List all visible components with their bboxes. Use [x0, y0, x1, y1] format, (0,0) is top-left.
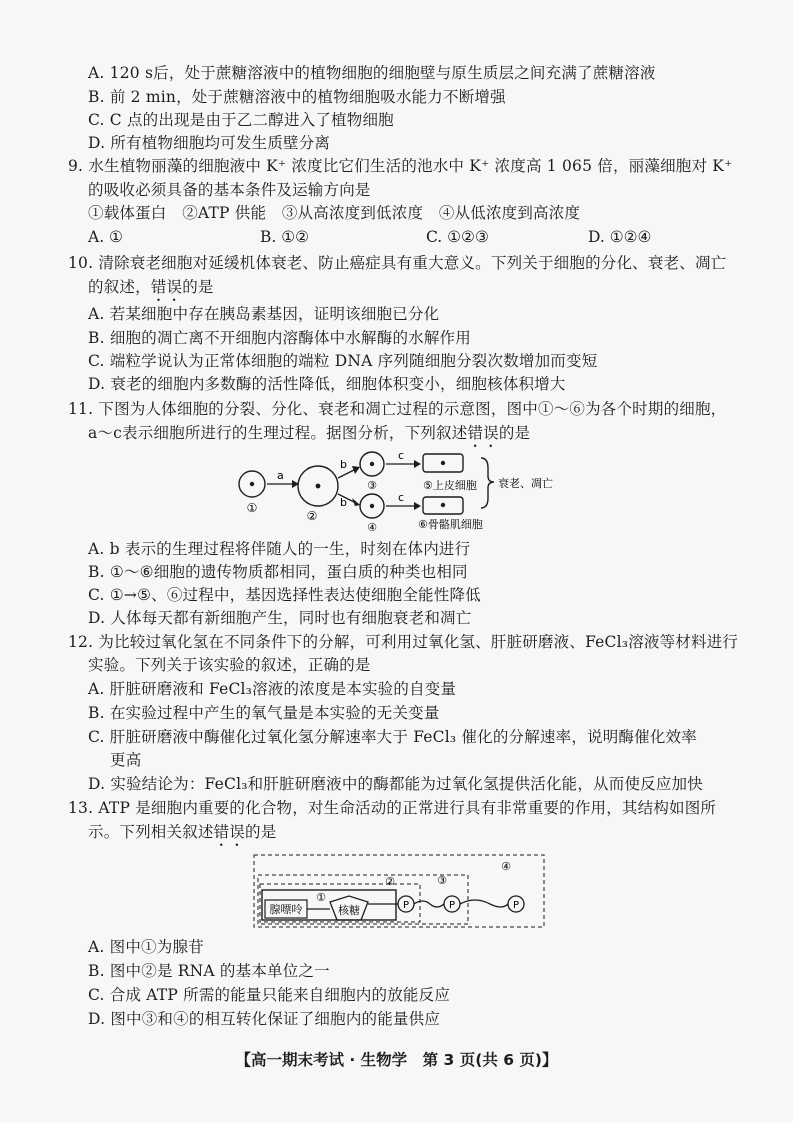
nucleus-5 [441, 461, 445, 465]
label-b-bottom: b [340, 496, 347, 509]
text-span: a～c表示细胞所进行的生理过程。据图分析，下列叙述 [88, 424, 468, 442]
q10-option-d: D. 衰老的细胞内多数酶的活性降低，细胞体积变小，细胞核体积增大 [88, 375, 566, 393]
q10-stem-line2 [88, 276, 214, 305]
q9-items: ①载体蛋白 ②ATP 供能 ③从高浓度到低浓度 ④从低浓度到高浓度 [88, 204, 581, 222]
region-label-2: ② [385, 875, 395, 888]
q10-emphasis: 错误 [150, 278, 183, 296]
nucleus-1 [250, 482, 254, 486]
text-span: 的是 [182, 278, 214, 296]
q11-option-a: A. b 表示的生理过程将伴随人的一生，时刻在体内进行 [88, 540, 471, 558]
label-c-top: c [398, 449, 405, 462]
q13-option-d: D. 图中③和④的相互转化保证了细胞内的能量供应 [88, 1010, 441, 1028]
nucleus-3 [370, 462, 374, 466]
q8-option-c: C. C 点的出现是由于乙二醇进入了植物细胞 [88, 111, 394, 129]
q12-option-a: A. 肝脏研磨液和 FeCl₃溶液的浓度是本实验的自变量 [88, 680, 457, 698]
text-span: 的是 [245, 823, 277, 841]
q13-stem-line2 [88, 821, 276, 850]
label-5: ⑤上皮细胞 [423, 479, 477, 492]
label-4: ④ [367, 521, 377, 533]
phosphate-2-label: P [448, 900, 456, 911]
q11-option-b: B. ①～⑥细胞的遗传物质都相同，蛋白质的种类也相同 [88, 563, 468, 581]
page-footer: 【高一期末考试 · 生物学 第 3 页(共 6 页)】 [235, 1051, 558, 1069]
q8-option-d: D. 所有植物细胞均可发生质壁分离 [88, 134, 331, 152]
atp-structure-diagram [250, 852, 550, 930]
region-label-1: ① [316, 891, 326, 904]
arrow-b-top [338, 470, 354, 478]
brace [481, 458, 494, 508]
q11-emphasis: 错误 [467, 424, 499, 442]
arrow-c-top-head [414, 460, 421, 468]
high-energy-bond-2 [460, 900, 508, 907]
q12-option-c-line1: C. 肝脏研磨液中酶催化过氧化氢分解速率大于 FeCl₃ 催化的分解速率，说明酶催化效率 [88, 728, 697, 746]
adenine-label: 腺嘌呤 [269, 903, 303, 916]
q13-emphasis: 错误 [213, 823, 246, 841]
q8-option-a: A. 120 s后，处于蔗糖溶液中的植物细胞的细胞壁与原生质层之间充满了蔗糖溶液 [88, 64, 656, 82]
q10-stem-line1: 10. 清除衰老细胞对延缓机体衰老、防止癌症具有重大意义。下列关于细胞的分化、衰老、凋亡 [68, 254, 727, 272]
q9-option-b: B. ①② [260, 228, 310, 246]
ribose-label: 核糖 [338, 904, 360, 917]
q11-option-d: D. 人体每天都有新细胞产生，同时也有细胞衰老和凋亡 [88, 609, 472, 627]
label-3: ③ [367, 479, 377, 492]
q13-option-b: B. 图中②是 RNA 的基本单位之一 [88, 962, 330, 980]
label-c-bottom: c [398, 491, 405, 504]
q9-option-c: C. ①②③ [426, 228, 489, 246]
q12-option-c-line2: 更高 [110, 751, 142, 769]
text-span: 的叙述， [88, 278, 151, 296]
q9-option-a: A. ① [88, 228, 123, 246]
label-b-top: b [340, 458, 347, 471]
q13-option-a: A. 图中①为腺苷 [88, 938, 204, 956]
q12-option-d: D. 实验结论为：FeCl₃和肝脏研磨液中的酶都能为过氧化氢提供活化能，从而使反应加快 [88, 775, 703, 793]
label-1: ① [246, 501, 258, 515]
q12-stem-line2: 实验。下列关于该实验的叙述，正确的是 [88, 656, 371, 674]
text-span: 示。下列相关叙述 [88, 823, 214, 841]
q13-stem-line1: 13. ATP 是细胞内重要的化合物，对生命活动的正常进行具有非常重要的作用，其结构如图所 [68, 799, 717, 817]
q9-stem-line2: 的吸收必须具备的基本条件及运输方向是 [88, 181, 371, 199]
cell-lifecycle-diagram [230, 448, 570, 533]
region-label-3: ③ [437, 874, 447, 887]
label-aging: 衰老、凋亡 [498, 477, 553, 490]
nucleus-4 [370, 504, 374, 508]
q10-option-b: B. 细胞的凋亡离不开细胞内溶酶体中水解酶的水解作用 [88, 329, 471, 347]
text-span: 的是 [498, 424, 531, 442]
label-a: a [277, 469, 284, 482]
q13-option-c: C. 合成 ATP 所需的能量只能来自细胞内的放能反应 [88, 986, 451, 1004]
nucleus-2 [316, 484, 321, 489]
q10-option-a: A. 若某细胞中存在胰岛素基因，证明该细胞已分化 [88, 305, 440, 323]
q9-stem-line1: 9. 水生植物丽藻的细胞液中 K⁺ 浓度比它们生活的池水中 K⁺ 浓度高 1 065 倍，丽藻细胞对 K⁺ [68, 157, 733, 175]
arrow-c-bottom-head [414, 502, 421, 510]
q12-option-b: B. 在实验过程中产生的氧气量是本实验的无关变量 [88, 704, 440, 722]
phosphate-1-label: P [402, 900, 410, 911]
q10-option-c: C. 端粒学说认为正常体细胞的端粒 DNA 序列随细胞分裂次数增加而变短 [88, 352, 598, 370]
q11-stem-line2 [88, 422, 530, 451]
q11-stem-line1: 11. 下图为人体细胞的分裂、分化、衰老和凋亡过程的示意图，图中①～⑥为各个时期的细胞， [68, 400, 727, 418]
region-label-4: ④ [501, 860, 511, 873]
q9-option-d: D. ①②④ [588, 228, 652, 246]
label-6: ⑥骨骼肌细胞 [418, 518, 483, 531]
nucleus-6 [441, 503, 445, 507]
phosphate-3-label: P [512, 900, 520, 911]
q12-stem-line1: 12. 为比较过氧化氢在不同条件下的分解，可利用过氧化氢、肝脏研磨液、FeCl₃溶液等材料进行 [68, 633, 739, 651]
q11-option-c: C. ①→⑤、⑥过程中，基因选择性表达使细胞全能性降低 [88, 586, 481, 604]
high-energy-bond-1 [414, 901, 444, 907]
label-2: ② [306, 509, 318, 523]
q8-option-b: B. 前 2 min，处于蔗糖溶液中的植物细胞吸水能力不断增强 [88, 88, 506, 106]
